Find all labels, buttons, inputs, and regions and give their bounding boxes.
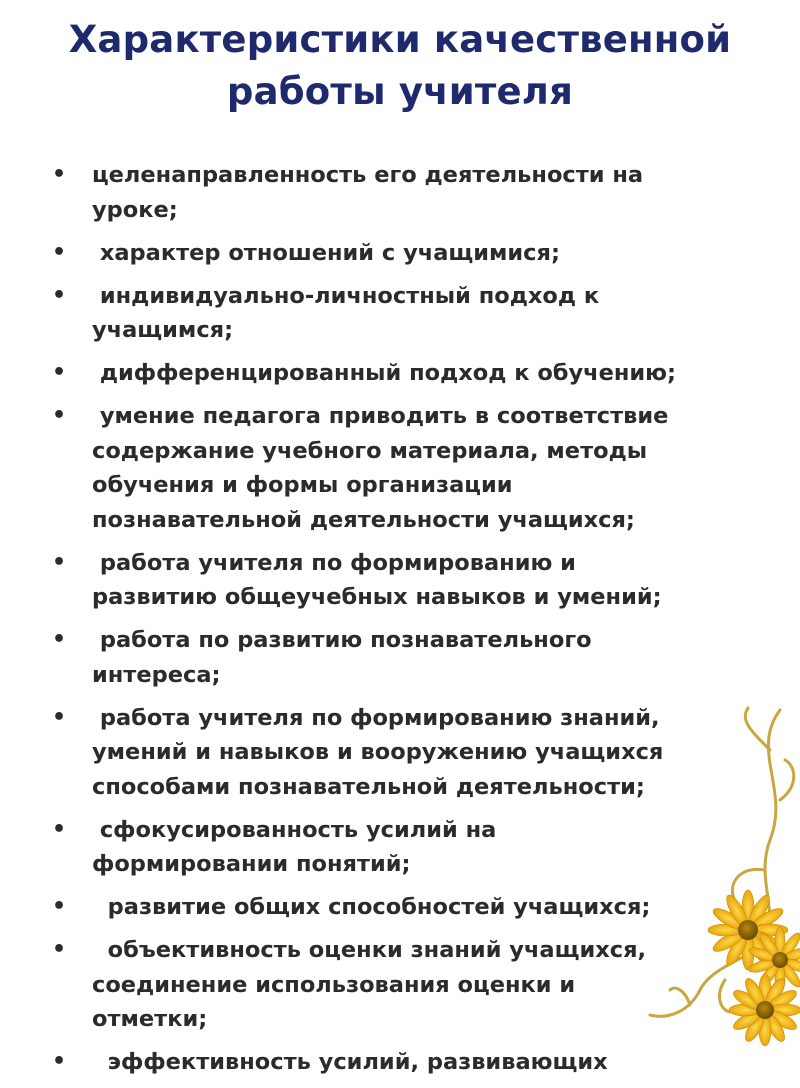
- flower-icon: [729, 974, 800, 1046]
- bullet-icon: •: [52, 239, 67, 265]
- list-item-text: объективность оценки знаний учащихся, соединение использования оценки и отметки;: [92, 937, 647, 1032]
- bullet-icon: •: [52, 282, 67, 308]
- list-item-text: работа учителя по формированию знаний, умений и навыков и вооружению учащихся способами познавательной деятельности;: [92, 704, 664, 800]
- list-item: [0, 399, 800, 537]
- bullet-icon: •: [52, 816, 67, 842]
- list-item: [0, 158, 800, 227]
- list-item-text: умение педагога приводить в соответствие содержание учебного материала, методы обучения и формы организации познавательной деятельности учащихся;: [92, 403, 669, 533]
- bullet-icon: •: [52, 627, 67, 652]
- list-item-text: работа учителя по формированию и развитию общеучебных навыков и умений;: [92, 549, 662, 610]
- bullet-icon: •: [52, 360, 67, 385]
- bullet-icon: •: [52, 162, 67, 187]
- list-item: [0, 236, 800, 271]
- bullet-icon: •: [52, 1049, 67, 1074]
- list-item-text: эффективность усилий, развивающих: [92, 1049, 608, 1075]
- title-line-2: работы учителя: [226, 70, 574, 113]
- list-item-text: дифференцированный подход к обучению;: [92, 360, 677, 386]
- bullet-icon: •: [52, 937, 67, 962]
- flower-vine-decoration: [630, 690, 800, 1067]
- bullet-icon: •: [52, 894, 67, 919]
- slide-title: [60, 14, 740, 118]
- title-line-1: Характеристики качественной: [68, 18, 732, 61]
- bullet-icon: •: [52, 403, 67, 428]
- list-item-text: целенаправленность его деятельности на уроке;: [92, 162, 644, 223]
- bullet-icon: •: [52, 704, 67, 730]
- list-item-text: характер отношений с учащимися;: [92, 239, 560, 266]
- list-item: [0, 356, 800, 391]
- list-item: [0, 279, 800, 348]
- bullet-icon: •: [52, 549, 67, 575]
- list-item: [0, 623, 800, 692]
- list-item: [0, 546, 800, 615]
- list-item-text: сфокусированность усилий на формировании понятий;: [92, 816, 497, 877]
- list-item-text: индивидуально-личностный подход к учащимся;: [92, 282, 600, 343]
- list-item-text: работа по развитию познавательного интереса;: [92, 627, 592, 688]
- list-item-text: развитие общих способностей учащихся;: [92, 894, 651, 920]
